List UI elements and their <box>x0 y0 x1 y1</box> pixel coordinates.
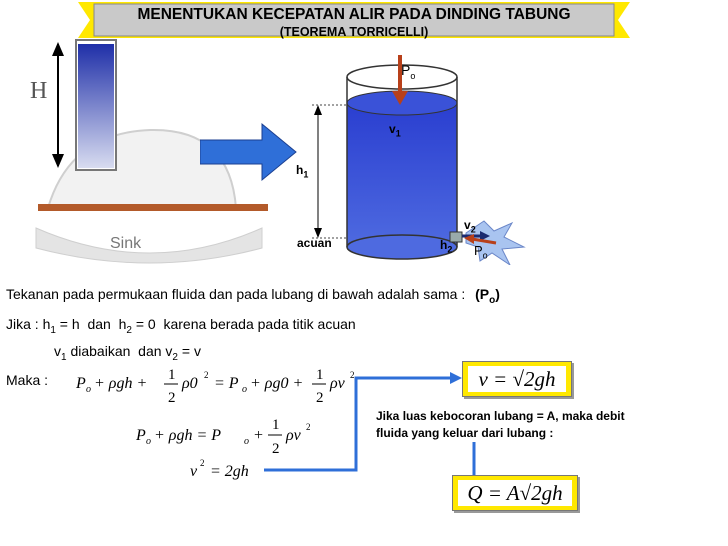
svg-text:2: 2 <box>204 370 209 380</box>
table-rod <box>38 204 268 211</box>
equation-3 <box>190 458 249 480</box>
height-label: H <box>30 78 48 104</box>
svg-text:o: o <box>146 436 151 447</box>
maka-label: Maka : <box>6 372 49 388</box>
svg-text:1: 1 <box>168 367 176 383</box>
sink-basin <box>36 228 262 263</box>
svg-text:= 2gh: = 2gh <box>210 463 249 480</box>
svg-text:= P: = P <box>214 375 239 392</box>
h1-label: $h_1$ <box>296 163 309 180</box>
connector-to-velocity <box>264 378 456 470</box>
h1-arrow-up-icon <box>314 105 322 115</box>
svg-text:2: 2 <box>200 458 205 468</box>
leak-statement-line1: Jika luas kebocoran lubang = A, maka debit <box>376 409 625 423</box>
leak-statement-line2: fluida yang keluar dari lubang : <box>376 426 554 440</box>
v2-label: $v_2$ <box>464 218 476 235</box>
svg-text:o: o <box>244 436 249 447</box>
svg-text:+ ρg0 +: + ρg0 + <box>250 375 304 392</box>
svg-text:1: 1 <box>272 417 280 433</box>
svg-text:2: 2 <box>350 370 355 380</box>
velocity-result: v = √2gh <box>468 366 566 392</box>
svg-text:1: 1 <box>316 367 324 383</box>
connector-arrowhead-icon <box>450 372 462 384</box>
svg-text:ρv: ρv <box>286 427 301 444</box>
page-title: MENENTUKAN KECEPATAN ALIR PADA DINDING TABUNG <box>137 6 571 23</box>
condition-line: Jika : $h_1 = h$ dan $h_2 = 0$ karena berada pada titik acuan <box>6 316 356 336</box>
p0-hole-label: $P_o$ <box>474 243 488 261</box>
svg-text:+ ρgh +: + ρgh + <box>94 375 148 392</box>
tank-diagram <box>280 55 540 265</box>
svg-text:o: o <box>86 384 91 395</box>
v1-label: $v_1$ <box>389 122 401 139</box>
svg-text:2: 2 <box>306 422 311 432</box>
pressure-statement: Tekanan pada permukaan fluida dan pada lubang di bawah adalah sama : $(P_o)$ <box>6 286 500 306</box>
arrowhead-down-icon <box>52 154 64 168</box>
arrowhead-up-icon <box>52 42 64 56</box>
acuan-label: acuan <box>297 236 332 250</box>
svg-text:v: v <box>190 463 198 480</box>
svg-text:+ ρgh = P: + ρgh = P <box>154 427 222 444</box>
title-banner <box>78 0 630 40</box>
svg-text:ρ0: ρ0 <box>182 375 198 392</box>
svg-text:P: P <box>76 375 86 392</box>
debit-result-box <box>452 475 578 511</box>
velocity-condition-line: $v_1$ diabaikan dan $v_2 = v$ <box>54 343 201 363</box>
tank-water <box>347 103 457 247</box>
svg-text:+: + <box>254 427 264 444</box>
h2-label: $h_2$ <box>440 238 453 255</box>
page-subtitle: (TEOREMA TORRICELLI) <box>279 25 429 39</box>
sink-label: Sink <box>110 235 142 252</box>
svg-text:o: o <box>242 384 247 395</box>
svg-text:2: 2 <box>168 390 176 406</box>
p0-top-label: $P_o$ <box>401 62 416 81</box>
water-in-tube <box>78 44 114 168</box>
svg-text:P: P <box>136 427 146 444</box>
velocity-result-box <box>462 361 572 397</box>
debit-result: Q = A√2gh <box>458 480 572 506</box>
svg-text:2: 2 <box>316 390 324 406</box>
svg-text:2: 2 <box>272 441 280 457</box>
svg-text:ρv: ρv <box>330 375 345 392</box>
